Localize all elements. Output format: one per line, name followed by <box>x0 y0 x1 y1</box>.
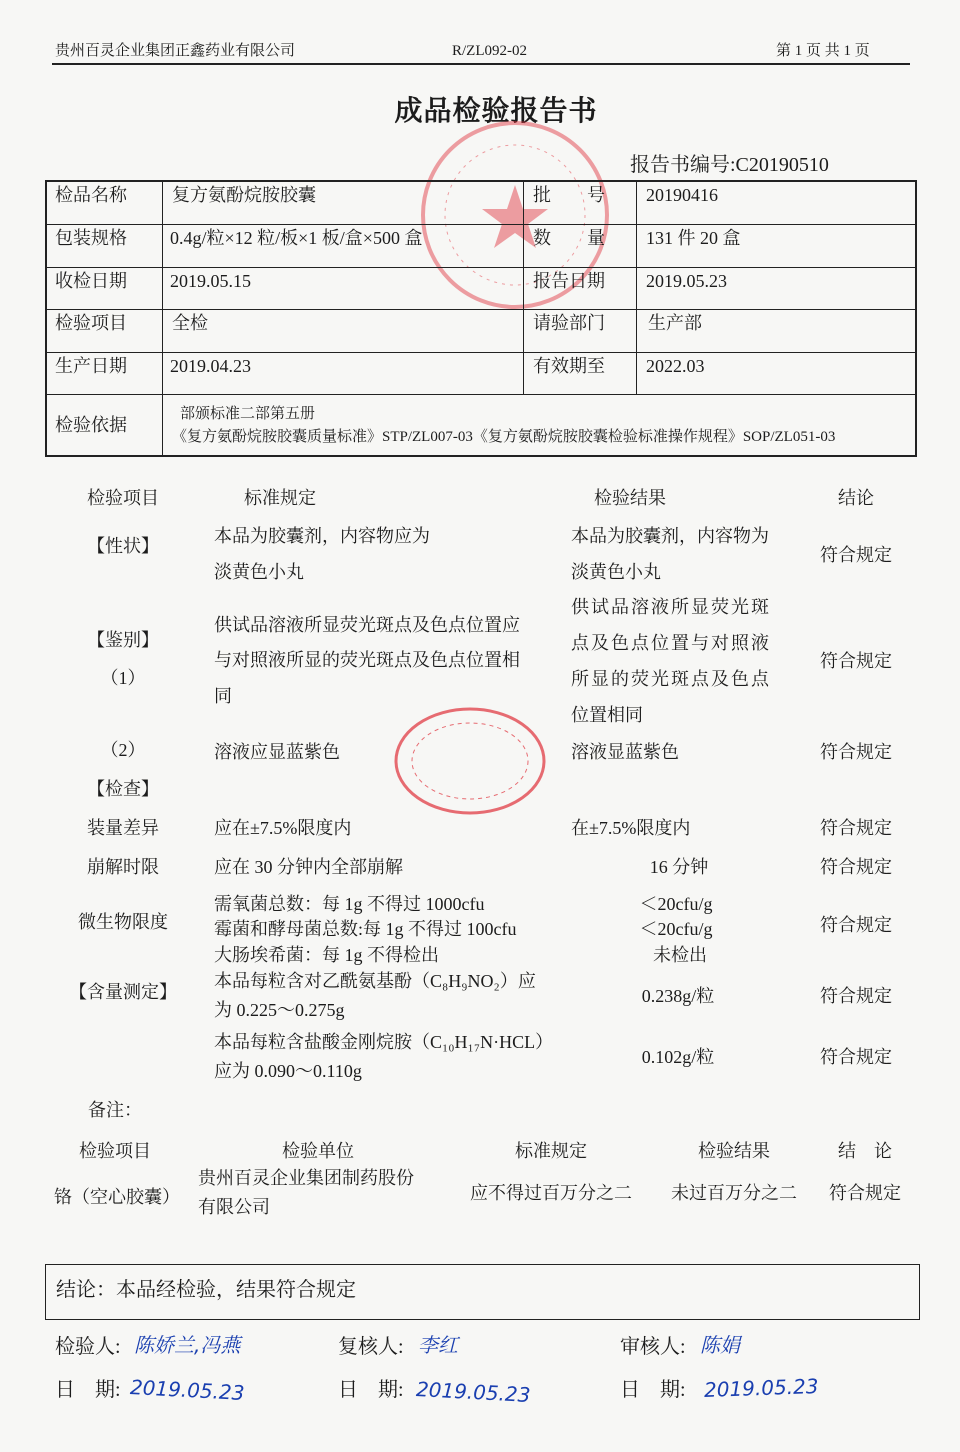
appearance-result: 淡黄色小丸 <box>571 562 661 582</box>
microbial-result: 未检出 <box>653 945 707 965</box>
reviewer-signature: 李红 <box>418 1333 458 1357</box>
distributor-copy-stamp <box>392 705 548 817</box>
department: 生产部 <box>648 313 702 333</box>
identification-2-standard: 溶液应显蓝紫色 <box>214 742 340 762</box>
reviewer-label: 复核人: <box>338 1336 404 1358</box>
identification-2-result: 溶液显蓝紫色 <box>571 742 679 762</box>
expiry-label: 有效期至 <box>533 356 605 376</box>
header-rule <box>52 63 910 65</box>
col-header-conclusion: 结论 <box>838 488 874 508</box>
basis-line-1: 部颁标准二部第五册 <box>180 406 316 422</box>
appearance-result: 本品为胶囊剂，内容物为 <box>571 526 769 546</box>
reviewer-date: 2019.05.23 <box>415 1377 532 1407</box>
assay-2-standard: 应为 0.090～0.110g <box>214 1061 362 1081</box>
appearance-standard: 本品为胶囊剂，内容物应为 <box>214 526 430 546</box>
col-header-standard: 标准规定 <box>244 488 316 508</box>
weight-variation-label: 装量差异 <box>87 818 159 838</box>
identification-1-result: 所显的荧光斑点及色点 <box>571 669 771 689</box>
microbial-result: ＜20cfu/g <box>639 894 713 914</box>
reviewer-date-label: 日 期: <box>338 1379 404 1401</box>
conclusion-text: 结论：本品经检验，结果符合规定 <box>56 1279 356 1301</box>
page-title: 成品检验报告书 <box>394 96 598 127</box>
assay-2-result: 0.102g/粒 <box>641 1047 715 1067</box>
page-indicator: 第 1 页 共 1 页 <box>776 43 870 59</box>
microbial-label: 微生物限度 <box>78 912 168 932</box>
check-label: 【检查】 <box>87 779 159 799</box>
approver-date-label: 日 期: <box>620 1379 686 1401</box>
test-item: 全检 <box>172 313 208 333</box>
assay-2-standard: 本品每粒含盐酸金刚烷胺（C₁₀H₁₇N·HCL） <box>214 1032 554 1052</box>
assay-1-standard: 为 0.225～0.275g <box>214 1000 345 1020</box>
basis-line-2: 《复方氨酚烷胺胶囊质量标准》STP/ZL007-03《复方氨酚烷胺胶囊检验标准操作规程》SOP/ZL051-03 <box>172 429 836 445</box>
weight-variation-result: 在±7.5%限度内 <box>571 818 691 838</box>
remarks-header-item: 检验项目 <box>79 1141 151 1161</box>
company-name: 贵州百灵企业集团正鑫药业有限公司 <box>55 43 296 59</box>
package-spec: 0.4g/粒×12 粒/板×1 板/盒×500 盒 <box>170 228 423 248</box>
report-date-label: 报告日期 <box>533 271 605 291</box>
production-date-label: 生产日期 <box>55 356 127 376</box>
microbial-standard: 大肠埃希菌：每 1g 不得检出 <box>214 945 439 965</box>
identification-1-result: 位置相同 <box>571 705 643 725</box>
identification-1-standard: 与对照液所显的荧光斑点及色点位置相 <box>214 650 520 670</box>
remarks-header-unit: 检验单位 <box>282 1141 354 1161</box>
inspector-date: 2019.05.23 <box>129 1375 246 1405</box>
microbial-standard: 霉菌和酵母菌总数:每 1g 不得过 100cfu <box>214 919 517 939</box>
disintegration-label: 崩解时限 <box>87 857 159 877</box>
product-name-label: 检品名称 <box>55 185 127 205</box>
assay-1-standard: 本品每粒含对乙酰氨基酚（C₈H₉NO₂）应 <box>214 971 536 991</box>
appearance-conclusion: 符合规定 <box>820 545 892 565</box>
document-code: R/ZL092-02 <box>452 43 527 59</box>
remarks-item: 铬（空心胶囊） <box>54 1187 180 1207</box>
weight-variation-conclusion: 符合规定 <box>820 818 892 838</box>
batch-label: 批 号 <box>533 185 605 205</box>
remarks-unit: 贵州百灵企业集团制药股份 <box>198 1168 414 1188</box>
weight-variation-standard: 应在±7.5%限度内 <box>214 818 352 838</box>
quantity: 131 件 20 盒 <box>646 228 741 248</box>
spec-label: 包装规格 <box>55 228 127 248</box>
remarks-standard: 应不得过百万分之二 <box>470 1183 632 1203</box>
remarks-header-standard: 标准规定 <box>515 1141 587 1161</box>
basis-label: 检验依据 <box>55 415 127 435</box>
approver-signature: 陈娟 <box>700 1333 740 1357</box>
department-label: 请验部门 <box>533 313 605 333</box>
disintegration-result: 16 分钟 <box>649 857 709 877</box>
remarks-header-conclusion: 结 论 <box>838 1141 892 1161</box>
report-number: 报告书编号:C20190510 <box>630 154 829 176</box>
remarks-result: 未过百万分之二 <box>671 1183 797 1203</box>
inspector-date-label: 日 期: <box>55 1379 121 1401</box>
appearance-label: 【性状】 <box>87 536 159 556</box>
remarks-unit: 有限公司 <box>198 1197 270 1217</box>
identification-1-conclusion: 符合规定 <box>820 651 892 671</box>
identification-2-conclusion: 符合规定 <box>820 742 892 762</box>
disintegration-standard: 应在 30 分钟内全部崩解 <box>214 857 403 877</box>
receive-date-label: 收检日期 <box>55 271 127 291</box>
identification-1-label: （1） <box>100 668 146 688</box>
appearance-standard: 淡黄色小丸 <box>214 562 304 582</box>
identification-1-result: 点及色点位置与对照液 <box>571 633 771 653</box>
remarks-conclusion: 符合规定 <box>829 1183 901 1203</box>
assay-label: 【含量测定】 <box>69 982 177 1002</box>
identification-2-label: （2） <box>100 740 146 760</box>
microbial-standard: 需氧菌总数：每 1g 不得过 1000cfu <box>214 894 485 914</box>
col-header-result: 检验结果 <box>594 488 666 508</box>
batch-number: 20190416 <box>646 185 718 205</box>
identification-1-standard: 同 <box>214 686 232 706</box>
approver-date: 2019.05.23 <box>703 1374 819 1402</box>
assay-1-conclusion: 符合规定 <box>820 986 892 1006</box>
receive-date: 2019.05.15 <box>170 271 251 291</box>
expiry-date: 2022.03 <box>646 356 705 376</box>
col-header-item: 检验项目 <box>87 488 159 508</box>
production-date: 2019.04.23 <box>170 356 251 376</box>
identification-1-result: 供试品溶液所显荧光斑 <box>571 597 771 617</box>
test-item-label: 检验项目 <box>55 313 127 333</box>
product-name: 复方氨酚烷胺胶囊 <box>172 185 316 205</box>
remarks-header-result: 检验结果 <box>698 1141 770 1161</box>
remarks-label: 备注： <box>88 1100 142 1120</box>
assay-2-conclusion: 符合规定 <box>820 1047 892 1067</box>
microbial-conclusion: 符合规定 <box>820 915 892 935</box>
identification-label: 【鉴别】 <box>87 630 159 650</box>
microbial-result: ＜20cfu/g <box>639 919 713 939</box>
assay-1-result: 0.238g/粒 <box>641 986 715 1006</box>
approver-label: 审核人: <box>620 1336 686 1358</box>
inspector-signature: 陈娇兰,冯燕 <box>134 1333 241 1357</box>
report-date: 2019.05.23 <box>646 271 727 291</box>
identification-1-standard: 供试品溶液所显荧光斑点及色点位置应 <box>214 615 520 635</box>
quantity-label: 数 量 <box>533 228 605 248</box>
inspector-label: 检验人: <box>55 1336 121 1358</box>
disintegration-conclusion: 符合规定 <box>820 857 892 877</box>
